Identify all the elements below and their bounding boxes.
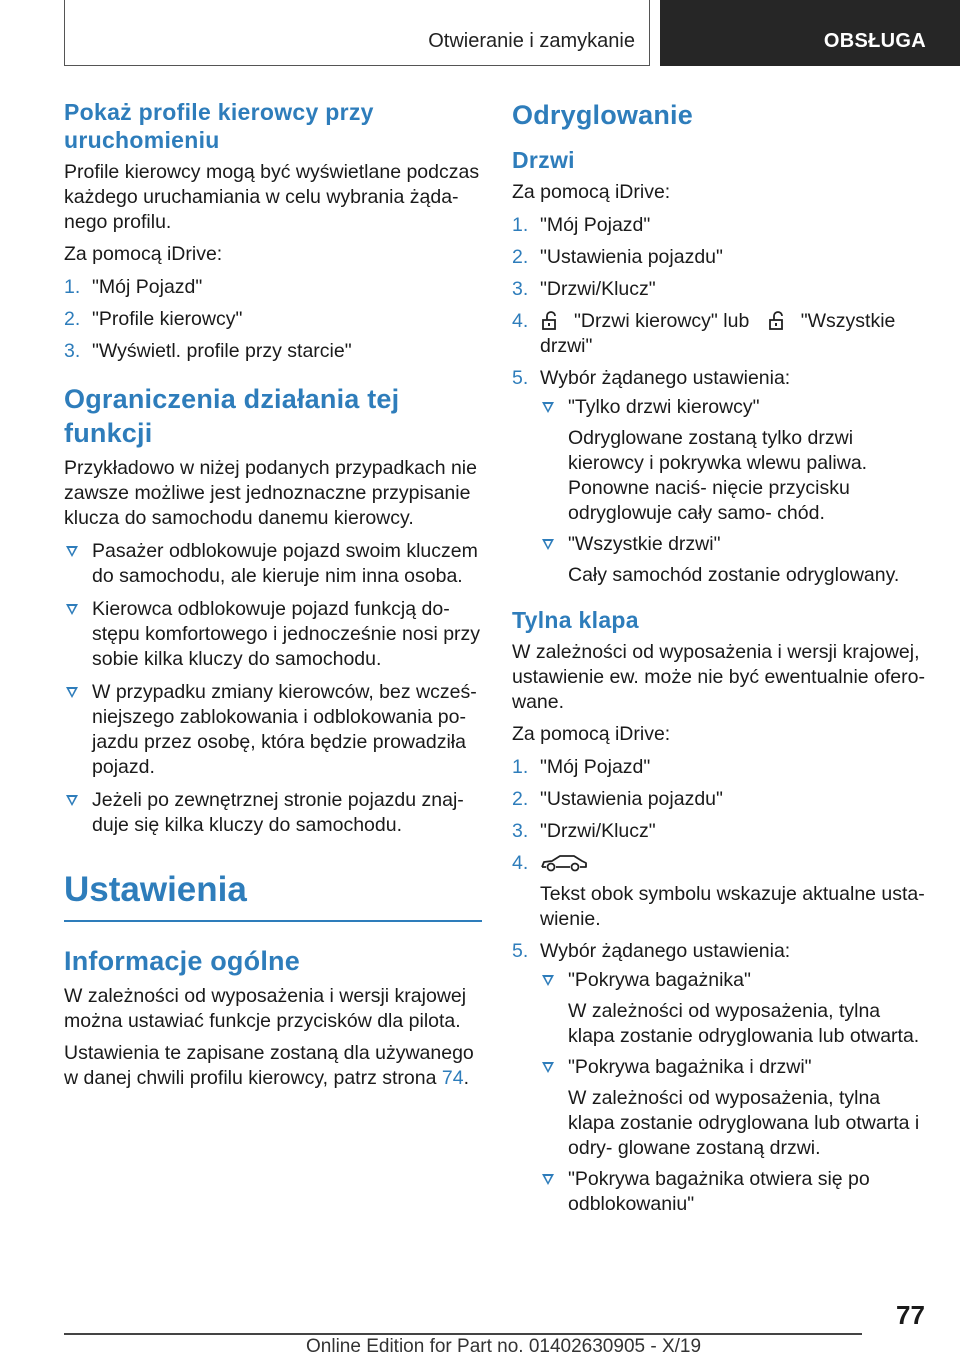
list-item: 4. Tekst obok symbolu wskazuje aktualne usta- wienie. xyxy=(512,852,925,930)
bullet-triangle-icon xyxy=(542,975,554,986)
heading-general-info: Informacje ogólne xyxy=(64,946,300,976)
tailgate-options-list xyxy=(540,968,932,1217)
footer-divider xyxy=(64,1333,862,1335)
paragraph-general-2: Ustawienia te zapisane zostaną dla używanego w danej chwili profilu kierowcy, patrz strona 74. xyxy=(64,1042,474,1089)
paragraph-general-1: W zależności od wyposażenia i wersji krajowej można ustawiać funkcje przycisków dla pilota. xyxy=(64,985,467,1032)
list-item: 1. "Mój Pojazd" xyxy=(64,276,203,298)
list-item: 4. "Drzwi kierowcy" lub "Wszystkie drzwi" xyxy=(512,310,896,357)
right-column xyxy=(512,98,932,1224)
bullet-triangle-icon xyxy=(542,539,554,550)
list-item: 1. "Mój Pojazd" xyxy=(512,756,651,778)
paragraph-idrive: Za pomocą iDrive: xyxy=(64,243,223,265)
paragraph-idrive-doors: Za pomocą iDrive: xyxy=(512,181,671,203)
list-item: "Pokrywa bagażnika i drzwi" W zależności od wyposażenia, tylna klapa zostanie odryglowana lub otwarta i odry- glowane zostaną drzwi. xyxy=(540,1055,932,1161)
doors-options-list xyxy=(540,395,932,588)
list-item: 3. "Drzwi/Klucz" xyxy=(512,278,656,300)
list-item: 2. "Ustawienia pojazdu" xyxy=(512,788,723,810)
list-item: "Pokrywa bagażnika otwiera się po odblokowaniu" xyxy=(540,1167,932,1217)
list-item: 1. "Mój Pojazd" xyxy=(512,214,651,236)
list-item: W przypadku zmiany kierowców, bez wcześ- niejszego zablokowania i odblokowania po- jazdu przez osobę, która będzie prowadziła pojazd. xyxy=(64,680,482,780)
heading-show-profiles: Pokaż profile kierowcy przy uruchomieniu xyxy=(64,99,374,153)
bullet-triangle-icon xyxy=(542,1174,554,1185)
page-reference-link[interactable]: 74 xyxy=(441,1067,464,1089)
paragraph-idrive-tailgate: Za pomocą iDrive: xyxy=(512,723,671,745)
bullet-triangle-icon xyxy=(66,546,78,557)
section-title: OBSŁUGA xyxy=(823,30,926,52)
doors-steps-list xyxy=(512,213,932,588)
paragraph-limitations: Przykładowo w niżej podanych przypadkach nie zawsze możliwe jest jednoznaczne przypisanie klucza do samochodu danemu kierowcy. xyxy=(64,457,477,529)
list-item: Jeżeli po zewnętrznej stronie pojazdu znaj- duje się kilka kluczy do samochodu. xyxy=(64,788,482,838)
paragraph-profiles: Profile kierowcy mogą być wyświetlane podczas każdego uruchamiania w celu wybrania żąda- nego profilu. xyxy=(64,161,480,233)
unlock-icon xyxy=(542,311,560,331)
list-item: Pasażer odblokowuje pojazd swoim kluczem do samochodu, ale kieruje nim inna osoba. xyxy=(64,539,482,589)
bullet-triangle-icon xyxy=(542,1062,554,1073)
limitations-list xyxy=(64,539,482,838)
list-item: 5. Wybór żądanego ustawienia: "Pokrywa bagażnika" W zależności od wyposażenia, tylna klapa zostanie odryglowania lub otwarta. "Pokrywa bagażnika i drzwi" W zależności od wyposażenia, tylna klapa zostanie odryglowana lub otwarta i odry- glowane zostaną drzwi. "Pokrywa bagażnika otwiera się po odblokowaniu" xyxy=(512,939,932,1217)
list-item: 3. "Drzwi/Klucz" xyxy=(512,820,656,842)
chapter-title: Otwieranie i zamykanie xyxy=(428,30,635,52)
bullet-triangle-icon xyxy=(66,687,78,698)
bullet-triangle-icon xyxy=(66,604,78,615)
list-item: 5. Wybór żądanego ustawienia: "Tylko drzwi kierowcy" Odryglowane zostaną tylko drzwi kierowcy i pokrywka wlewu paliwa. Ponowne naciś- nięcie przycisku odryglowuje cały samo- chód. "Wszystkie drzwi" Cały samochód zostanie odryglowany. xyxy=(512,366,932,588)
list-item: "Wszystkie drzwi" Cały samochód zostanie odryglowany. xyxy=(540,532,932,588)
header-chapter-box xyxy=(64,0,650,66)
bullet-triangle-icon xyxy=(542,402,554,413)
heading-limitations: Ograniczenia działania tej funkcji xyxy=(64,384,400,448)
list-item: 2. "Ustawienia pojazdu" xyxy=(512,246,723,268)
car-tailgate-icon xyxy=(540,853,588,873)
heading-doors: Drzwi xyxy=(512,147,575,173)
heading-settings: Ustawienia xyxy=(64,870,482,922)
list-item: "Tylko drzwi kierowcy" Odryglowane zostaną tylko drzwi kierowcy i pokrywka wlewu paliwa. Ponowne naciś- nięcie przycisku odryglowuje cały samo- chód. xyxy=(540,395,932,526)
heading-unlocking: Odryglowanie xyxy=(512,100,693,130)
profile-steps-list xyxy=(64,275,482,364)
list-item: 2. "Profile kierowcy" xyxy=(64,308,243,330)
footer-edition: Online Edition for Part no. 01402630905 - X/19 xyxy=(306,1336,702,1357)
heading-tailgate: Tylna klapa xyxy=(512,607,639,633)
tailgate-steps-list xyxy=(512,755,932,1217)
header-section-box xyxy=(660,0,960,66)
bullet-triangle-icon xyxy=(66,795,78,806)
unlock-icon xyxy=(769,311,787,331)
list-item: 3. "Wyświetl. profile przy starcie" xyxy=(64,340,352,362)
left-column xyxy=(64,98,482,1098)
paragraph-tailgate: W zależności od wyposażenia i wersji krajowej, ustawienie ew. może nie być ewentualnie ofero- wane. xyxy=(512,641,925,713)
list-item: "Pokrywa bagażnika" W zależności od wyposażenia, tylna klapa zostanie odryglowania lub otwarta. xyxy=(540,968,932,1049)
list-item: Kierowca odblokowuje pojazd funkcją do- stępu komfortowego i jednocześnie nosi przy sobie kilka kluczy do samochodu. xyxy=(64,597,482,672)
page-number: 77 xyxy=(896,1300,925,1330)
